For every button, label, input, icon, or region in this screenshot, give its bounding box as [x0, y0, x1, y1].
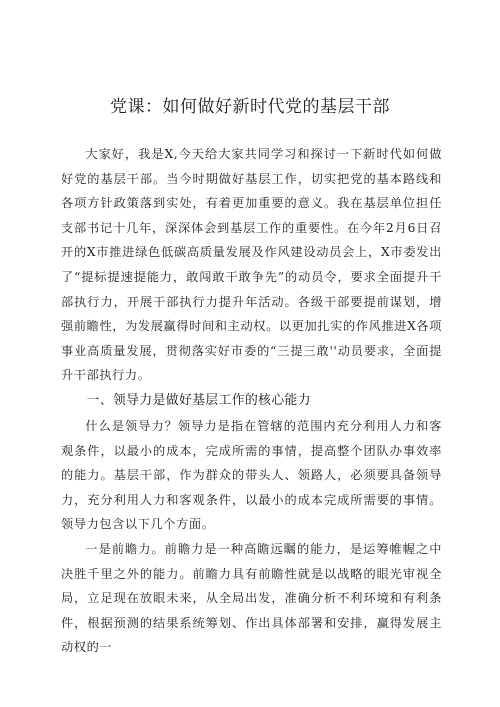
- section-paragraph: 一是前瞻力。前瞻力是一种高瞻远瞩的能力，是运筹帷幄之中决胜千里之外的能力。前瞻力具有前瞻性就是以战略的眼光审视全局，立足现在放眼未来，从全局出发，准确分析不利环境和有利条件，根据预测的结果系统筹划、作出具体部署和安排，赢得发展主动权的一: [61, 541, 442, 655]
- section-paragraph: 什么是领导力？领导力是指在管辖的范围内充分利用人力和客观条件，以最小的成本，完成所需的事情，提高整个团队办事效率的能力。基层干部，作为群众的带头人、领路人，必须要具备领导力，充分利用人力和客观条件，以最小的成本完成所需要的事情。领导力包含以下几个方面。: [61, 418, 442, 532]
- document-body: [61, 142, 442, 660]
- intro-paragraph: 大家好，我是X,今天给大家共同学习和探讨一下新时代如何做好党的基层干部。当今时期做好基层工作，切实把党的基本路线和各项方针政策落到实处，有着更加重要的意义。我在基层单位担任支部书记十几年，深深体会到基层工作的重要性。在今年2月6日召开的X市推进绿色低碳高质量发展及作风建设动员会上，X市委发出了“提标提速提能力，敢闯敢干敢争先”的动员令，要求全面提升干部执行力，开展干部执行力提升年活动。各级干部要提前谋划，增强前瞻性，为发展赢得时间和主动权。以更加扎实的作风推进X各项事业高质量发展，贯彻落实好市委的“三提三敢''动员要求，全面提升干部执行力。: [61, 147, 442, 383]
- page-title: 党课：如何做好新时代党的基层干部: [110, 97, 390, 117]
- section-heading: 一、领导力是做好基层工作的核心能力: [86, 392, 311, 408]
